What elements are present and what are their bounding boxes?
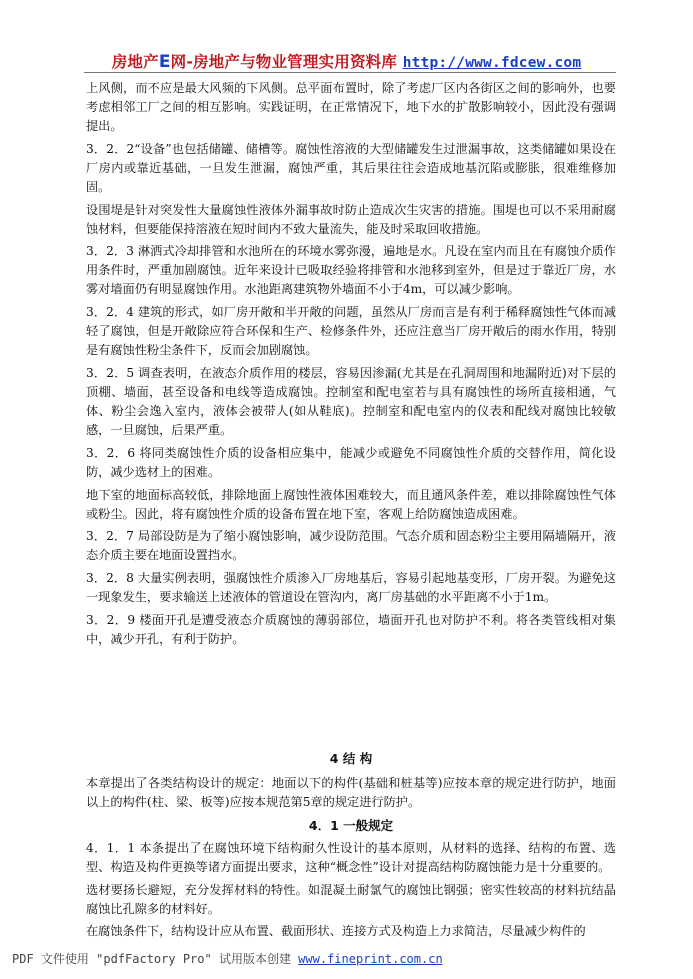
paragraph: 3．2．7 局部设防是为了缩小腐蚀影响，减少设防范围。气态介质和固态粉尘主要用隔墙隔开，液态介质主要在地面设置挡水。 (86, 529, 616, 562)
section-title: 4．1 一般规定 (308, 818, 394, 833)
site-banner (0, 50, 693, 72)
paragraph: 选材要扬长避短，充分发挥材料的特性。如混凝土耐氯气的腐蚀比钢强；密实性较高的材料抗结晶腐蚀比孔隙多的材料好。 (86, 883, 616, 916)
paragraph: 4．1．1 本条提出了在腐蚀环境下结构耐久性设计的基本原则，从材料的选择、结构的布置、选型、构造及构件更换等诸方面提出要求，这种“概念性”设计对提高结构防腐蚀能力是十分重要的。 (86, 841, 616, 874)
paragraph: 3．2．3 淋洒式冷却排管和水池所在的环境水雾弥漫，遍地是水。凡设在室内而且在有腐蚀介质作用条件时，严重加剧腐蚀。近年来设计已吸取经验将排管和水池移到室外，但是过于靠近厂房，水雾对墙面仍有明显腐蚀作用。水池距离建筑物外墙面不小于4m，可以减少影响。 (86, 244, 616, 296)
paragraph: 在腐蚀条件下，结构设计应从布置、截面形状、连接方式及构造上力求简洁，尽量减少构件的 (86, 924, 586, 938)
footer-link[interactable]: www.fineprint.com.cn (298, 952, 443, 966)
paragraph: 3．2．6 将同类腐蚀性介质的设备相应集中，能减少或避免不同腐蚀性介质的交替作用，简化设防，减少选材上的困难。 (86, 446, 616, 479)
header-rule (84, 72, 616, 73)
paragraph: 上风侧，而不应是最大风频的下风侧。总平面布置时，除了考虑厂区内各街区之间的影响外，也要考虑相邻工厂之间的相互影响。实践证明，在正常情况下，地下水的扩散影响较小，因此没有强调提出。 (86, 81, 616, 133)
paragraph: 3．2．9 楼面开孔是遭受液态介质腐蚀的薄弱部位，墙面开孔也对防护不利。将各类管线相对集中，减少开孔，有利于防护。 (86, 613, 616, 646)
banner-brand-e: E (158, 52, 171, 72)
paragraph: 3．2．2“设备”也包括储罐、储槽等。腐蚀性溶液的大型储罐发生过泄漏事故，这类储罐如果设在厂房内或靠近基础，一旦发生泄漏，腐蚀严重，其后果往往会造成地基沉陷或膨胀，很难维修加固。 (86, 142, 616, 194)
banner-url-link[interactable]: http://www.fdcew.com (402, 55, 582, 71)
paragraph: 3．2．5 调查表明，在液态介质作用的楼层，容易因渗漏(尤其是在孔洞周围和地漏附近)对下层的顶棚、墙面，甚至设备和电线等造成腐蚀。控制室和配电室若与具有腐蚀性的场所直接相通，气体、粉尘会逸入室内，液体会被带人(如从鞋底)。控制室和配电室内的仪表和配线对腐蚀比较敏感，一旦腐蚀，后果严重。 (86, 366, 616, 437)
paragraph: 地下室的地面标高较低，排除地面上腐蚀性液体困难较大，而且通风条件差，难以排除腐蚀性气体或粉尘。因此，将有腐蚀性介质的设备布置在地下室，客观上给防腐蚀造成困难。 (86, 488, 616, 521)
chapter-title: 4 结 构 (329, 751, 373, 766)
banner-title: 网-房地产与物业管理实用资料库 (170, 53, 398, 71)
banner-brand: 房地产 (111, 53, 159, 71)
paragraph: 3．2．8 大量实例表明，强腐蚀性介质渗入厂房地基后，容易引起地基变形，厂房开裂。为避免这一现象发生，要求输送上述液体的管道设在管沟内，离厂房基础的水平距离不小于1m。 (86, 571, 616, 604)
pdf-footer (12, 950, 443, 967)
paragraph: 设围堤是针对突发性大量腐蚀性液体外漏事故时防止造成次生灾害的措施。围堤也可以不采用耐腐蚀材料，但要能保持溶液在短时间内不致大量流失，能及时采取回收措施。 (86, 203, 616, 236)
spacer (86, 653, 616, 749)
paragraph: 3．2．4 建筑的形式，如厂房开敞和半开敞的问题，虽然从厂房而言是有利于稀释腐蚀性气体而减轻了腐蚀，但是开敞除应符合环保和生产、检修条件外，还应注意当厂房开敞后的雨水作用，特别是有腐蚀性粉尘条件下，反而会加剧腐蚀。 (86, 305, 616, 357)
document-body (86, 79, 616, 945)
chapter-intro: 本章提出了各类结构设计的规定：地面以下的构件(基础和桩基等)应按本章的规定进行防护，地面以上的构件(柱、梁、板等)应按本规范第5章的规定进行防护。 (86, 776, 616, 809)
footer-text: PDF 文件使用 "pdfFactory Pro" 试用版本创建 (12, 952, 299, 966)
